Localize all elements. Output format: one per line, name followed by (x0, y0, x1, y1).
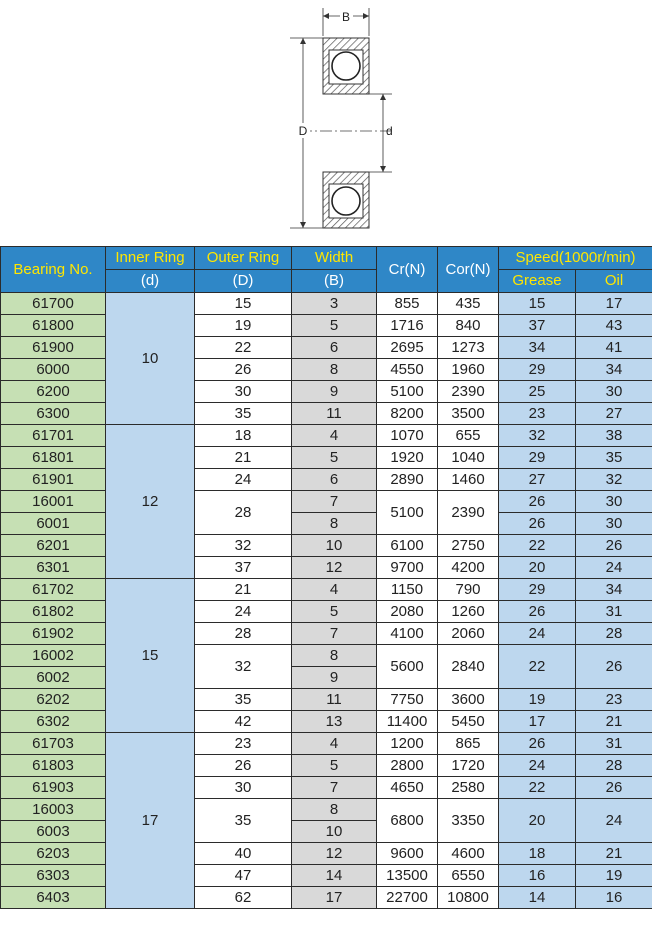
cor-cell: 4600 (438, 843, 499, 865)
outer-ring-cell: 42 (195, 711, 292, 733)
cr-cell: 5100 (377, 491, 438, 535)
header-cor: Cor(N) (438, 247, 499, 293)
bearing-no-cell: 6302 (1, 711, 106, 733)
header-inner-ring-sub: (d) (106, 270, 195, 293)
width-cell: 12 (292, 843, 377, 865)
bearing-no-cell: 6000 (1, 359, 106, 381)
grease-cell: 27 (499, 469, 576, 491)
cr-cell: 4650 (377, 777, 438, 799)
outer-ring-cell: 23 (195, 733, 292, 755)
table-row (1, 733, 652, 755)
header-oil: Oil (576, 270, 652, 293)
oil-cell: 26 (576, 777, 652, 799)
oil-cell: 43 (576, 315, 652, 337)
cr-cell: 1920 (377, 447, 438, 469)
cor-cell: 6550 (438, 865, 499, 887)
grease-cell: 23 (499, 403, 576, 425)
cr-cell: 13500 (377, 865, 438, 887)
cor-cell: 1260 (438, 601, 499, 623)
inner-ring-cell: 10 (106, 293, 195, 425)
width-cell: 12 (292, 557, 377, 579)
oil-cell: 17 (576, 293, 652, 315)
width-cell: 14 (292, 865, 377, 887)
cr-cell: 1150 (377, 579, 438, 601)
bearing-no-cell: 6303 (1, 865, 106, 887)
cr-cell: 5100 (377, 381, 438, 403)
bearing-no-cell: 6403 (1, 887, 106, 909)
cor-cell: 790 (438, 579, 499, 601)
outer-ring-cell: 62 (195, 887, 292, 909)
bearing-no-cell: 16001 (1, 491, 106, 513)
outer-ring-cell: 28 (195, 623, 292, 645)
outer-ring-cell: 32 (195, 535, 292, 557)
table-row (1, 601, 652, 623)
outer-ring-cell: 30 (195, 777, 292, 799)
oil-cell: 32 (576, 469, 652, 491)
grease-cell: 24 (499, 755, 576, 777)
width-cell: 6 (292, 337, 377, 359)
bearing-specification-table (0, 246, 652, 909)
cor-cell: 865 (438, 733, 499, 755)
outer-ring-cell: 35 (195, 799, 292, 843)
outer-ring-cell: 47 (195, 865, 292, 887)
width-cell: 5 (292, 315, 377, 337)
cor-cell: 840 (438, 315, 499, 337)
width-cell: 8 (292, 645, 377, 667)
bearing-no-cell: 6202 (1, 689, 106, 711)
oil-cell: 35 (576, 447, 652, 469)
bearing-no-cell: 61903 (1, 777, 106, 799)
grease-cell: 29 (499, 579, 576, 601)
header-outer-ring-sub: (D) (195, 270, 292, 293)
outer-ring-cell: 26 (195, 755, 292, 777)
cor-cell: 1040 (438, 447, 499, 469)
label-b: B (341, 10, 351, 24)
bearing-cross-section-diagram (0, 0, 652, 246)
outer-ring-cell: 26 (195, 359, 292, 381)
cor-cell: 3350 (438, 799, 499, 843)
bearing-no-cell: 6301 (1, 557, 106, 579)
table-row (1, 557, 652, 579)
cr-cell: 2890 (377, 469, 438, 491)
oil-cell: 38 (576, 425, 652, 447)
width-cell: 5 (292, 447, 377, 469)
outer-ring-cell: 15 (195, 293, 292, 315)
cr-cell: 7750 (377, 689, 438, 711)
cr-cell: 4100 (377, 623, 438, 645)
width-cell: 9 (292, 381, 377, 403)
bearing-no-cell: 61703 (1, 733, 106, 755)
oil-cell: 31 (576, 733, 652, 755)
cor-cell: 435 (438, 293, 499, 315)
grease-cell: 17 (499, 711, 576, 733)
table-row (1, 469, 652, 491)
cor-cell: 2390 (438, 381, 499, 403)
grease-cell: 15 (499, 293, 576, 315)
outer-ring-cell: 18 (195, 425, 292, 447)
outer-ring-cell: 35 (195, 689, 292, 711)
table-row (1, 887, 652, 909)
grease-cell: 22 (499, 777, 576, 799)
bearing-no-cell: 6300 (1, 403, 106, 425)
grease-cell: 20 (499, 799, 576, 843)
table-row (1, 799, 652, 821)
oil-cell: 23 (576, 689, 652, 711)
bearing-no-cell: 6203 (1, 843, 106, 865)
header-cr: Cr(N) (377, 247, 438, 293)
width-cell: 4 (292, 425, 377, 447)
outer-ring-cell: 24 (195, 469, 292, 491)
grease-cell: 37 (499, 315, 576, 337)
bearing-no-cell: 6200 (1, 381, 106, 403)
width-cell: 7 (292, 777, 377, 799)
bearing-no-cell: 6001 (1, 513, 106, 535)
width-cell: 13 (292, 711, 377, 733)
width-cell: 11 (292, 689, 377, 711)
table-header (1, 247, 652, 293)
width-cell: 10 (292, 535, 377, 557)
oil-cell: 28 (576, 755, 652, 777)
width-cell: 8 (292, 513, 377, 535)
cor-cell: 2840 (438, 645, 499, 689)
oil-cell: 26 (576, 535, 652, 557)
table-row (1, 579, 652, 601)
bearing-no-cell: 6002 (1, 667, 106, 689)
cr-cell: 4550 (377, 359, 438, 381)
table-row (1, 425, 652, 447)
oil-cell: 30 (576, 381, 652, 403)
grease-cell: 14 (499, 887, 576, 909)
oil-cell: 28 (576, 623, 652, 645)
grease-cell: 24 (499, 623, 576, 645)
table-row (1, 337, 652, 359)
grease-cell: 22 (499, 535, 576, 557)
grease-cell: 29 (499, 447, 576, 469)
grease-cell: 22 (499, 645, 576, 689)
label-d: d (386, 124, 393, 138)
header-grease: Grease (499, 270, 576, 293)
table-row (1, 777, 652, 799)
grease-cell: 20 (499, 557, 576, 579)
grease-cell: 26 (499, 491, 576, 513)
cr-cell: 855 (377, 293, 438, 315)
outer-ring-cell: 37 (195, 557, 292, 579)
oil-cell: 34 (576, 359, 652, 381)
cr-cell: 8200 (377, 403, 438, 425)
inner-ring-cell: 17 (106, 733, 195, 909)
grease-cell: 25 (499, 381, 576, 403)
cor-cell: 3600 (438, 689, 499, 711)
width-cell: 7 (292, 623, 377, 645)
table-row (1, 535, 652, 557)
cr-cell: 9700 (377, 557, 438, 579)
width-cell: 8 (292, 799, 377, 821)
cor-cell: 3500 (438, 403, 499, 425)
bearing-no-cell: 61701 (1, 425, 106, 447)
outer-ring-cell: 21 (195, 579, 292, 601)
width-cell: 8 (292, 359, 377, 381)
grease-cell: 26 (499, 601, 576, 623)
table-row (1, 865, 652, 887)
grease-cell: 16 (499, 865, 576, 887)
grease-cell: 19 (499, 689, 576, 711)
bearing-no-cell: 61702 (1, 579, 106, 601)
oil-cell: 27 (576, 403, 652, 425)
bearing-no-cell: 61801 (1, 447, 106, 469)
cr-cell: 2800 (377, 755, 438, 777)
header-width: Width (292, 247, 377, 270)
bearing-no-cell: 6201 (1, 535, 106, 557)
table-row (1, 491, 652, 513)
oil-cell: 30 (576, 513, 652, 535)
width-cell: 17 (292, 887, 377, 909)
oil-cell: 21 (576, 711, 652, 733)
outer-ring-cell: 30 (195, 381, 292, 403)
cr-cell: 6100 (377, 535, 438, 557)
outer-ring-cell: 28 (195, 491, 292, 535)
bearing-no-cell: 61700 (1, 293, 106, 315)
width-cell: 3 (292, 293, 377, 315)
cr-cell: 1716 (377, 315, 438, 337)
width-cell: 7 (292, 491, 377, 513)
header-bearing-no: Bearing No. (1, 247, 106, 293)
cor-cell: 10800 (438, 887, 499, 909)
outer-ring-cell: 22 (195, 337, 292, 359)
oil-cell: 24 (576, 799, 652, 843)
oil-cell: 19 (576, 865, 652, 887)
oil-cell: 26 (576, 645, 652, 689)
cor-cell: 1460 (438, 469, 499, 491)
bearing-no-cell: 61800 (1, 315, 106, 337)
grease-cell: 26 (499, 733, 576, 755)
inner-ring-cell: 12 (106, 425, 195, 579)
bearing-drawing (290, 8, 395, 228)
cr-cell: 5600 (377, 645, 438, 689)
table-row (1, 359, 652, 381)
cr-cell: 9600 (377, 843, 438, 865)
width-cell: 9 (292, 667, 377, 689)
bearing-no-cell: 16003 (1, 799, 106, 821)
cr-cell: 1200 (377, 733, 438, 755)
bearing-no-cell: 16002 (1, 645, 106, 667)
oil-cell: 24 (576, 557, 652, 579)
width-cell: 4 (292, 579, 377, 601)
cor-cell: 2580 (438, 777, 499, 799)
grease-cell: 18 (499, 843, 576, 865)
outer-ring-cell: 32 (195, 645, 292, 689)
width-cell: 10 (292, 821, 377, 843)
table-body (1, 293, 652, 909)
grease-cell: 32 (499, 425, 576, 447)
oil-cell: 16 (576, 887, 652, 909)
header-outer-ring: Outer Ring (195, 247, 292, 270)
oil-cell: 31 (576, 601, 652, 623)
cr-cell: 6800 (377, 799, 438, 843)
cor-cell: 1273 (438, 337, 499, 359)
outer-ring-cell: 40 (195, 843, 292, 865)
table-row (1, 293, 652, 315)
label-D: D (298, 124, 308, 138)
bearing-no-cell: 61902 (1, 623, 106, 645)
width-cell: 6 (292, 469, 377, 491)
cor-cell: 2390 (438, 491, 499, 535)
cor-cell: 4200 (438, 557, 499, 579)
inner-ring-cell: 15 (106, 579, 195, 733)
ball-bottom (332, 187, 360, 215)
bearing-no-cell: 6003 (1, 821, 106, 843)
grease-cell: 29 (499, 359, 576, 381)
outer-ring-cell: 21 (195, 447, 292, 469)
cor-cell: 5450 (438, 711, 499, 733)
cor-cell: 2060 (438, 623, 499, 645)
cor-cell: 1960 (438, 359, 499, 381)
table-row (1, 381, 652, 403)
oil-cell: 41 (576, 337, 652, 359)
header-width-sub: (B) (292, 270, 377, 293)
cr-cell: 2080 (377, 601, 438, 623)
oil-cell: 21 (576, 843, 652, 865)
width-cell: 5 (292, 755, 377, 777)
table-row (1, 843, 652, 865)
outer-ring-cell: 24 (195, 601, 292, 623)
table-row (1, 447, 652, 469)
oil-cell: 30 (576, 491, 652, 513)
ball-top (332, 52, 360, 80)
outer-ring-cell: 19 (195, 315, 292, 337)
table-row (1, 689, 652, 711)
grease-cell: 34 (499, 337, 576, 359)
width-cell: 11 (292, 403, 377, 425)
table-row (1, 711, 652, 733)
cor-cell: 1720 (438, 755, 499, 777)
width-cell: 5 (292, 601, 377, 623)
table-row (1, 645, 652, 667)
table-row (1, 403, 652, 425)
cr-cell: 1070 (377, 425, 438, 447)
width-cell: 4 (292, 733, 377, 755)
bearing-no-cell: 61803 (1, 755, 106, 777)
table-row (1, 315, 652, 337)
cr-cell: 11400 (377, 711, 438, 733)
table-row (1, 623, 652, 645)
cr-cell: 22700 (377, 887, 438, 909)
cor-cell: 655 (438, 425, 499, 447)
cor-cell: 2750 (438, 535, 499, 557)
header-speed: Speed(1000r/min) (499, 247, 652, 270)
table-row (1, 513, 652, 535)
cr-cell: 2695 (377, 337, 438, 359)
header-inner-ring: Inner Ring (106, 247, 195, 270)
bearing-no-cell: 61802 (1, 601, 106, 623)
grease-cell: 26 (499, 513, 576, 535)
table-row (1, 755, 652, 777)
bearing-no-cell: 61900 (1, 337, 106, 359)
oil-cell: 34 (576, 579, 652, 601)
outer-ring-cell: 35 (195, 403, 292, 425)
bearing-no-cell: 61901 (1, 469, 106, 491)
